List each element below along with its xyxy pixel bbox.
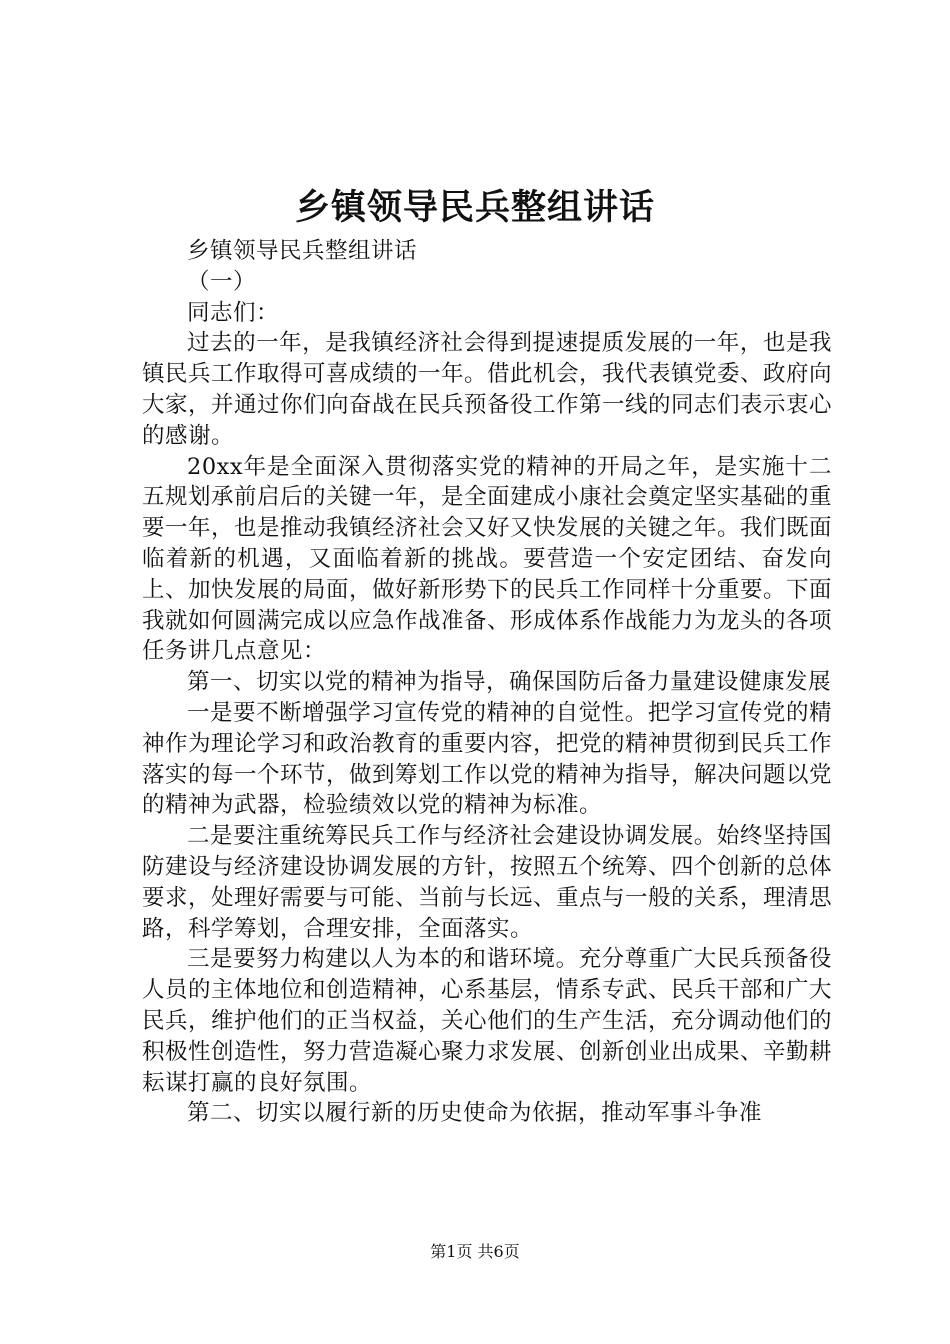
page-footer: 第1页 共6页 bbox=[430, 1242, 520, 1261]
paragraph: 一是要不断增强学习宣传党的精神的自觉性。把学习宣传党的精神作为理论学习和政治教育的重要内容，把党的精神贯彻到民兵工作落实的每一个环节，做到筹划工作以党的精神为指导，解决问题以党的精神为武器，检验绩效以党的精神为标准。 bbox=[142, 699, 833, 819]
paragraph: 三是要努力构建以人为本的和谐环境。充分尊重广大民兵预备役人员的主体地位和创造精神，心系基层，情系专武、民兵干部和广大民兵，维护他们的正当权益，关心他们的生产生活，充分调动他们的积极性创造性，努力营造凝心聚力求发展、创新创业出成果、辛勤耕耘谋打赢的良好氛围。 bbox=[142, 946, 833, 1096]
paragraph-heading: 第二、切实以履行新的历史使命为依据，推动军事斗争准 bbox=[187, 1100, 763, 1127]
paragraph-salutation: 同志们： bbox=[187, 299, 280, 326]
paragraph: 过去的一年，是我镇经济社会得到提速提质发展的一年，也是我镇民兵工作取得可喜成绩的一年。借此机会，我代表镇党委、政府向大家，并通过你们向奋战在民兵预备役工作第一线的同志们表示衷心的感谢。 bbox=[142, 330, 833, 449]
document-body bbox=[142, 236, 832, 1129]
paragraph: 20xx年是全面深入贯彻落实党的精神的开局之年，是实施十二五规划承前启后的关键一年，是全面建成小康社会奠定坚实基础的重要一年，也是推动我镇经济社会又好又快发展的关键之年。我们既面临着新的机遇，又面临着新的挑战。要营造一个安定团结、奋发向上、加快发展的局面，做好新形势下的民兵工作同样十分重要。下面我就如何圆满完成以应急作战准备、形成体系作战能力为龙头的各项任务讲几点意见： bbox=[142, 453, 833, 665]
paragraph-section-number: （一） bbox=[187, 268, 257, 295]
paragraph-heading: 第一、切实以党的精神为指导，确保国防后备力量建设健康发展 bbox=[187, 669, 832, 696]
paragraph: 二是要注重统筹民兵工作与经济社会建设协调发展。始终坚持国防建设与经济建设协调发展的方针，按照五个统筹、四个创新的总体要求，处理好需要与可能、当前与长远、重点与一般的关系，理清思路，科学筹划，合理安排，全面落实。 bbox=[142, 823, 833, 942]
document-title: 乡镇领导民兵整组讲话 bbox=[294, 187, 655, 228]
paragraph-subtitle: 乡镇领导民兵整组讲话 bbox=[187, 238, 418, 264]
